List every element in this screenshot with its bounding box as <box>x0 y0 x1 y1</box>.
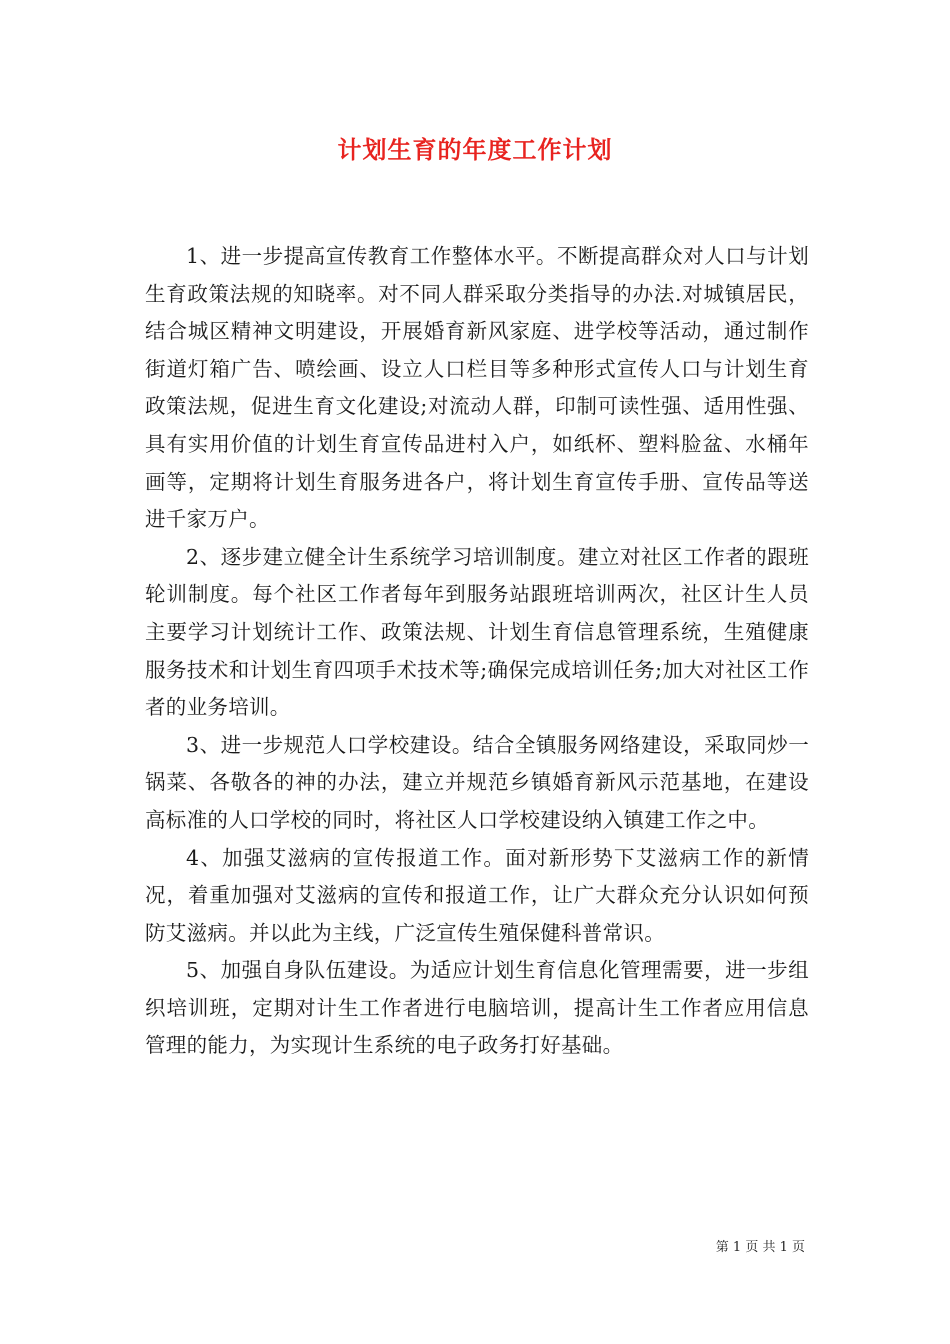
paragraph-4: 4、加强艾滋病的宣传报道工作。面对新形势下艾滋病工作的新情况，着重加强对艾滋病的宣传和报道工作，让广大群众充分认识如何预防艾滋病。并以此为主线，广泛宣传生殖保健科普常识。 <box>145 845 809 945</box>
paragraph-2: 2、逐步建立健全计生系统学习培训制度。建立对社区工作者的跟班轮训制度。每个社区工作者每年到服务站跟班培训两次，社区计生人员主要学习计划统计工作、政策法规、计划生育信息管理系统，生殖健康服务技术和计划生育四项手术技术等;确保完成培训任务;加大对社区工作者的业务培训。 <box>145 544 809 720</box>
paragraph-5: 5、加强自身队伍建设。为适应计划生育信息化管理需要，进一步组织培训班，定期对计生工作者进行电脑培训，提高计生工作者应用信息管理的能力，为实现计生系统的电子政务打好基础。 <box>145 958 809 1058</box>
document-body <box>145 238 809 1065</box>
document-title: 计划生育的年度工作计划 <box>337 135 613 164</box>
page-number-footer: 第 1 页 共 1 页 <box>715 1240 805 1255</box>
paragraph-3: 3、进一步规范人口学校建设。结合全镇服务网络建设，采取同炒一锅菜、各敬各的神的办法，建立并规范乡镇婚育新风示范基地，在建设高标准的人口学校的同时，将社区人口学校建设纳入镇建工作之中。 <box>145 732 809 832</box>
paragraph-1: 1、进一步提高宣传教育工作整体水平。不断提高群众对人口与计划生育政策法规的知晓率。对不同人群采取分类指导的办法.对城镇居民，结合城区精神文明建设，开展婚育新风家庭、进学校等活动，通过制作街道灯箱广告、喷绘画、设立人口栏目等多种形式宣传人口与计划生育政策法规，促进生育文化建设;对流动人群，印制可读性强、适用性强、具有实用价值的计划生育宣传品进村入户，如纸杯、塑料脸盆、水桶年画等，定期将计划生育服务进各户，将计划生育宣传手册、宣传品等送进千家万户。 <box>145 244 809 532</box>
